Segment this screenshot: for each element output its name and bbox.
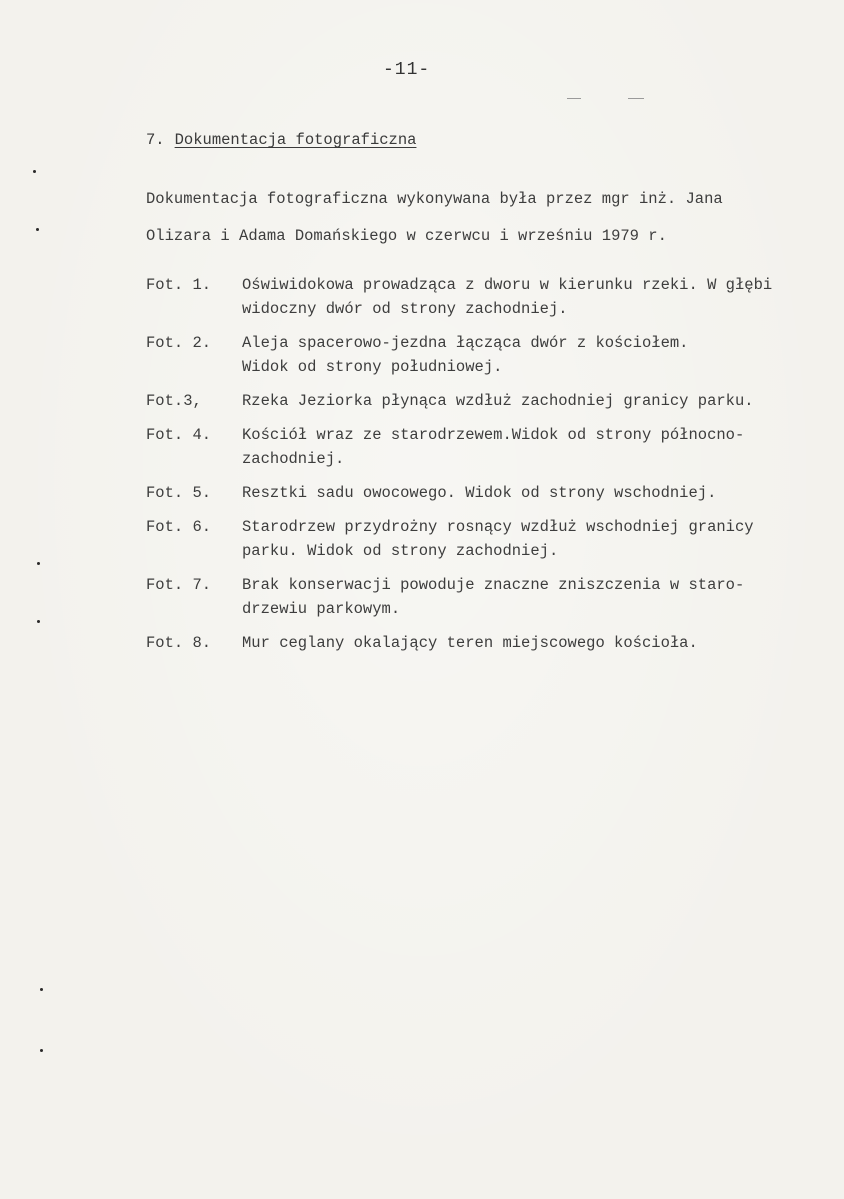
- photo-item: [146, 573, 836, 621]
- photo-item: [146, 481, 836, 505]
- photo-description-line: Kościół wraz ze starodrzewem.Widok od strony północno-: [242, 426, 745, 444]
- photo-item: [146, 631, 836, 655]
- photo-description-line: zachodniej.: [242, 450, 345, 468]
- photo-description-line: Widok od strony południowej.: [242, 358, 503, 376]
- margin-speck: [36, 228, 39, 231]
- photo-description: [242, 331, 836, 379]
- photo-description-line: Mur ceglany okalający teren miejscowego kościoła.: [242, 634, 698, 652]
- photo-label: Fot. 6.: [146, 518, 212, 536]
- photo-item: [146, 273, 836, 321]
- photo-label: Fot. 7.: [146, 576, 212, 594]
- intro-paragraph: [146, 181, 826, 255]
- margin-speck: [37, 620, 40, 623]
- photo-description-line: Brak konserwacji powoduje znaczne zniszczenia w staro-: [242, 576, 745, 594]
- photo-description: [242, 573, 836, 621]
- photo-description: [242, 481, 836, 505]
- photo-item: [146, 389, 836, 413]
- intro-line: Dokumentacja fotograficzna wykonywana była przez mgr inż. Jana: [146, 190, 723, 208]
- photo-description-line: Starodrzew przydrożny rosnący wzdłuż wschodniej granicy: [242, 518, 754, 536]
- photo-label: Fot. 8.: [146, 634, 212, 652]
- photo-item: [146, 331, 836, 379]
- intro-line: Olizara i Adama Domańskiego w czerwcu i wrześniu 1979 r.: [146, 227, 667, 245]
- photo-description-line: widoczny dwór od strony zachodniej.: [242, 300, 568, 318]
- section-heading: [146, 131, 416, 149]
- dash-mark-left: [567, 98, 581, 99]
- margin-speck: [40, 1049, 43, 1052]
- photo-description: [242, 423, 836, 471]
- photo-description-line: parku. Widok od strony zachodniej.: [242, 542, 559, 560]
- photo-item: [146, 515, 836, 563]
- photo-label: Fot. 2.: [146, 334, 212, 352]
- photo-label: Fot.3,: [146, 392, 202, 410]
- photo-list: [146, 273, 836, 665]
- dash-mark-right: [628, 98, 644, 99]
- margin-speck: [33, 170, 36, 173]
- photo-label: Fot. 4.: [146, 426, 212, 444]
- photo-description-line: Resztki sadu owocowego. Widok od strony wschodniej.: [242, 484, 717, 502]
- margin-speck: [37, 562, 40, 565]
- margin-speck: [40, 988, 43, 991]
- section-number: 7.: [146, 131, 165, 149]
- photo-label: Fot. 1.: [146, 276, 212, 294]
- page-number: -11-: [383, 60, 431, 80]
- photo-item: [146, 423, 836, 471]
- photo-description-line: Oświwidokowa prowadząca z dworu w kierunku rzeki. W głębi: [242, 276, 773, 294]
- photo-description-line: drzewiu parkowym.: [242, 600, 401, 618]
- photo-description: [242, 273, 836, 321]
- photo-description-line: Aleja spacerowo-jezdna łącząca dwór z kościołem.: [242, 334, 689, 352]
- photo-description: [242, 631, 836, 655]
- section-title: Dokumentacja fotograficzna: [174, 131, 417, 149]
- photo-description: [242, 389, 836, 413]
- photo-description-line: Rzeka Jeziorka płynąca wzdłuż zachodniej granicy parku.: [242, 392, 754, 410]
- photo-label: Fot. 5.: [146, 484, 212, 502]
- photo-description: [242, 515, 836, 563]
